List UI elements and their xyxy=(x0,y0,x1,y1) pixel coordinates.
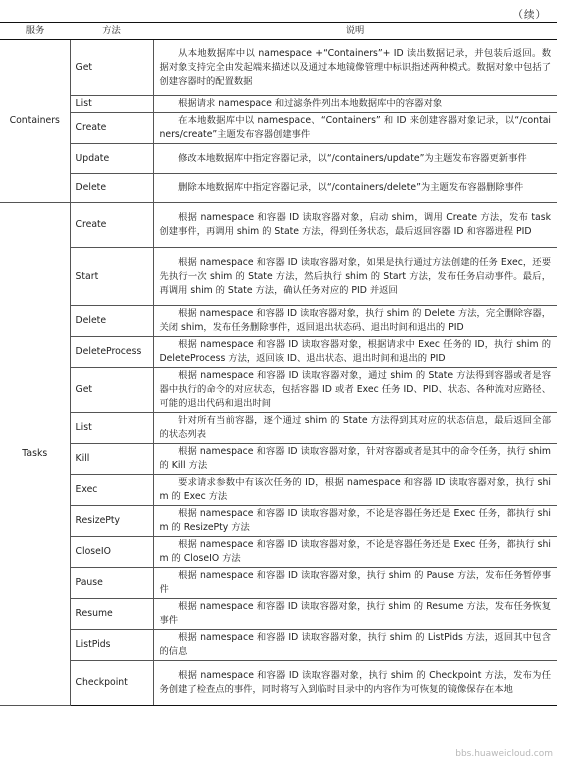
table-header-row xyxy=(0,23,557,40)
method-cell: DeleteProcess xyxy=(70,337,153,368)
table-row xyxy=(0,661,557,706)
method-cell: List xyxy=(70,96,153,113)
method-cell: Update xyxy=(70,144,153,174)
description-cell: 根据 namespace 和容器 ID 读取容器对象，启动 shim，调用 Create 方法，发布 task 创建事件，再调用 shim 的 State 方法，得到任务状态，最后返回容器 ID 和容器进程 PID xyxy=(153,203,557,248)
table-row xyxy=(0,40,557,96)
table-row xyxy=(0,413,557,444)
method-cell: ResizePty xyxy=(70,506,153,537)
table-body xyxy=(0,40,557,706)
description-cell: 根据 namespace 和容器 ID 读取容器对象，不论是容器任务还是 Exec 任务，都执行 shim 的 CloseIO 方法 xyxy=(153,537,557,568)
method-cell: Delete xyxy=(70,174,153,203)
description-cell: 根据 namespace 和容器 ID 读取容器对象，执行 shim 的 ListPids 方法，返回其中包含的信息 xyxy=(153,630,557,661)
description-cell: 根据 namespace 和容器 ID 读取容器对象，如果是执行通过方法创建的任务 Exec，还要先执行一次 shim 的 State 方法，然后执行 shim 的 Start 方法，发布任务启动事件。最后，再调用 shim 的 State 方法，确认任务对应的 PID 并返回 xyxy=(153,248,557,306)
table-row xyxy=(0,203,557,248)
method-cell: Get xyxy=(70,368,153,413)
description-cell: 修改本地数据库中指定容器记录，以“/containers/update”为主题发布容器更新事件 xyxy=(153,144,557,174)
table-row xyxy=(0,144,557,174)
method-cell: Pause xyxy=(70,568,153,599)
method-cell: Delete xyxy=(70,306,153,337)
table-row xyxy=(0,368,557,413)
table-row xyxy=(0,306,557,337)
method-cell: Get xyxy=(70,40,153,96)
method-cell: CloseIO xyxy=(70,537,153,568)
header-method: 方法 xyxy=(70,23,153,40)
description-cell: 针对所有当前容器，逐个通过 shim 的 State 方法得到其对应的状态信息，最后返回全部的状态列表 xyxy=(153,413,557,444)
table-row xyxy=(0,599,557,630)
table-row xyxy=(0,174,557,203)
continued-note: （续） xyxy=(512,9,547,21)
description-cell: 根据 namespace 和容器 ID 读取容器对象，执行 shim 的 Pause 方法，发布任务暂停事件 xyxy=(153,568,557,599)
header-description: 说明 xyxy=(153,23,557,40)
description-cell: 根据 namespace 和容器 ID 读取容器对象，根据请求中 Exec 任务的 ID，执行 shim 的 DeleteProcess 方法，返回该 ID、退出状态、退出时间和退出的 PID xyxy=(153,337,557,368)
description-cell: 根据 namespace 和容器 ID 读取容器对象，通过 shim 的 State 方法得到容器或者是容器中执行的命令的对应状态，包括容器 ID 或者 Exec 任务 ID、PID、状态、各种流对应路径、可能的退出代码和退出时间 xyxy=(153,368,557,413)
description-cell: 从本地数据库中以 namespace +“Containers”+ ID 读出数据记录，并包装后返回。数据对象支持完全由发起端来描述以及通过本地镜像管理中标识指述两种模式。数据对象中包括了创建容器时的配置数据 xyxy=(153,40,557,96)
table-row xyxy=(0,337,557,368)
method-cell: Kill xyxy=(70,444,153,475)
table-row xyxy=(0,630,557,661)
watermark: bbs.huaweicloud.com xyxy=(455,749,553,759)
description-cell: 在本地数据库中以 namespace、“Containers” 和 ID 来创建容器对象记录，以“/containers/create”主题发布容器创建事件 xyxy=(153,113,557,144)
table-row xyxy=(0,568,557,599)
description-cell: 根据 namespace 和容器 ID 读取容器对象，执行 shim 的 Checkpoint 方法，发布为任务创建了检查点的事件，同时将写入到临时目录中的内容作为可恢复的镜像保存在本地 xyxy=(153,661,557,706)
api-methods-table xyxy=(0,22,557,706)
description-cell: 根据请求 namespace 和过滤条件列出本地数据库中的容器对象 xyxy=(153,96,557,113)
table-row xyxy=(0,506,557,537)
method-cell: Start xyxy=(70,248,153,306)
method-cell: ListPids xyxy=(70,630,153,661)
method-cell: List xyxy=(70,413,153,444)
service-cell: Tasks xyxy=(0,203,70,706)
method-cell: Checkpoint xyxy=(70,661,153,706)
method-cell: Create xyxy=(70,113,153,144)
method-cell: Resume xyxy=(70,599,153,630)
table-row xyxy=(0,475,557,506)
description-cell: 根据 namespace 和容器 ID 读取容器对象，执行 shim 的 Delete 方法，完全删除容器，关闭 shim，发布任务删除事件，返回退出状态码、退出时间和退出的 PID xyxy=(153,306,557,337)
service-cell: Containers xyxy=(0,40,70,203)
table-row xyxy=(0,96,557,113)
table-row xyxy=(0,113,557,144)
description-cell: 根据 namespace 和容器 ID 读取容器对象，针对容器或者是其中的命令任务，执行 shim 的 Kill 方法 xyxy=(153,444,557,475)
description-cell: 根据 namespace 和容器 ID 读取容器对象，执行 shim 的 Resume 方法，发布任务恢复事件 xyxy=(153,599,557,630)
table-row xyxy=(0,248,557,306)
method-cell: Exec xyxy=(70,475,153,506)
description-cell: 要求请求参数中有该次任务的 ID，根据 namespace 和容器 ID 读取容器对象，执行 shim 的 Exec 方法 xyxy=(153,475,557,506)
table-row xyxy=(0,444,557,475)
method-cell: Create xyxy=(70,203,153,248)
table-row xyxy=(0,537,557,568)
header-service: 服务 xyxy=(0,23,70,40)
description-cell: 根据 namespace 和容器 ID 读取容器对象，不论是容器任务还是 Exec 任务，都执行 shim 的 ResizePty 方法 xyxy=(153,506,557,537)
description-cell: 删除本地数据库中指定容器记录，以“/containers/delete”为主题发布容器删除事件 xyxy=(153,174,557,203)
